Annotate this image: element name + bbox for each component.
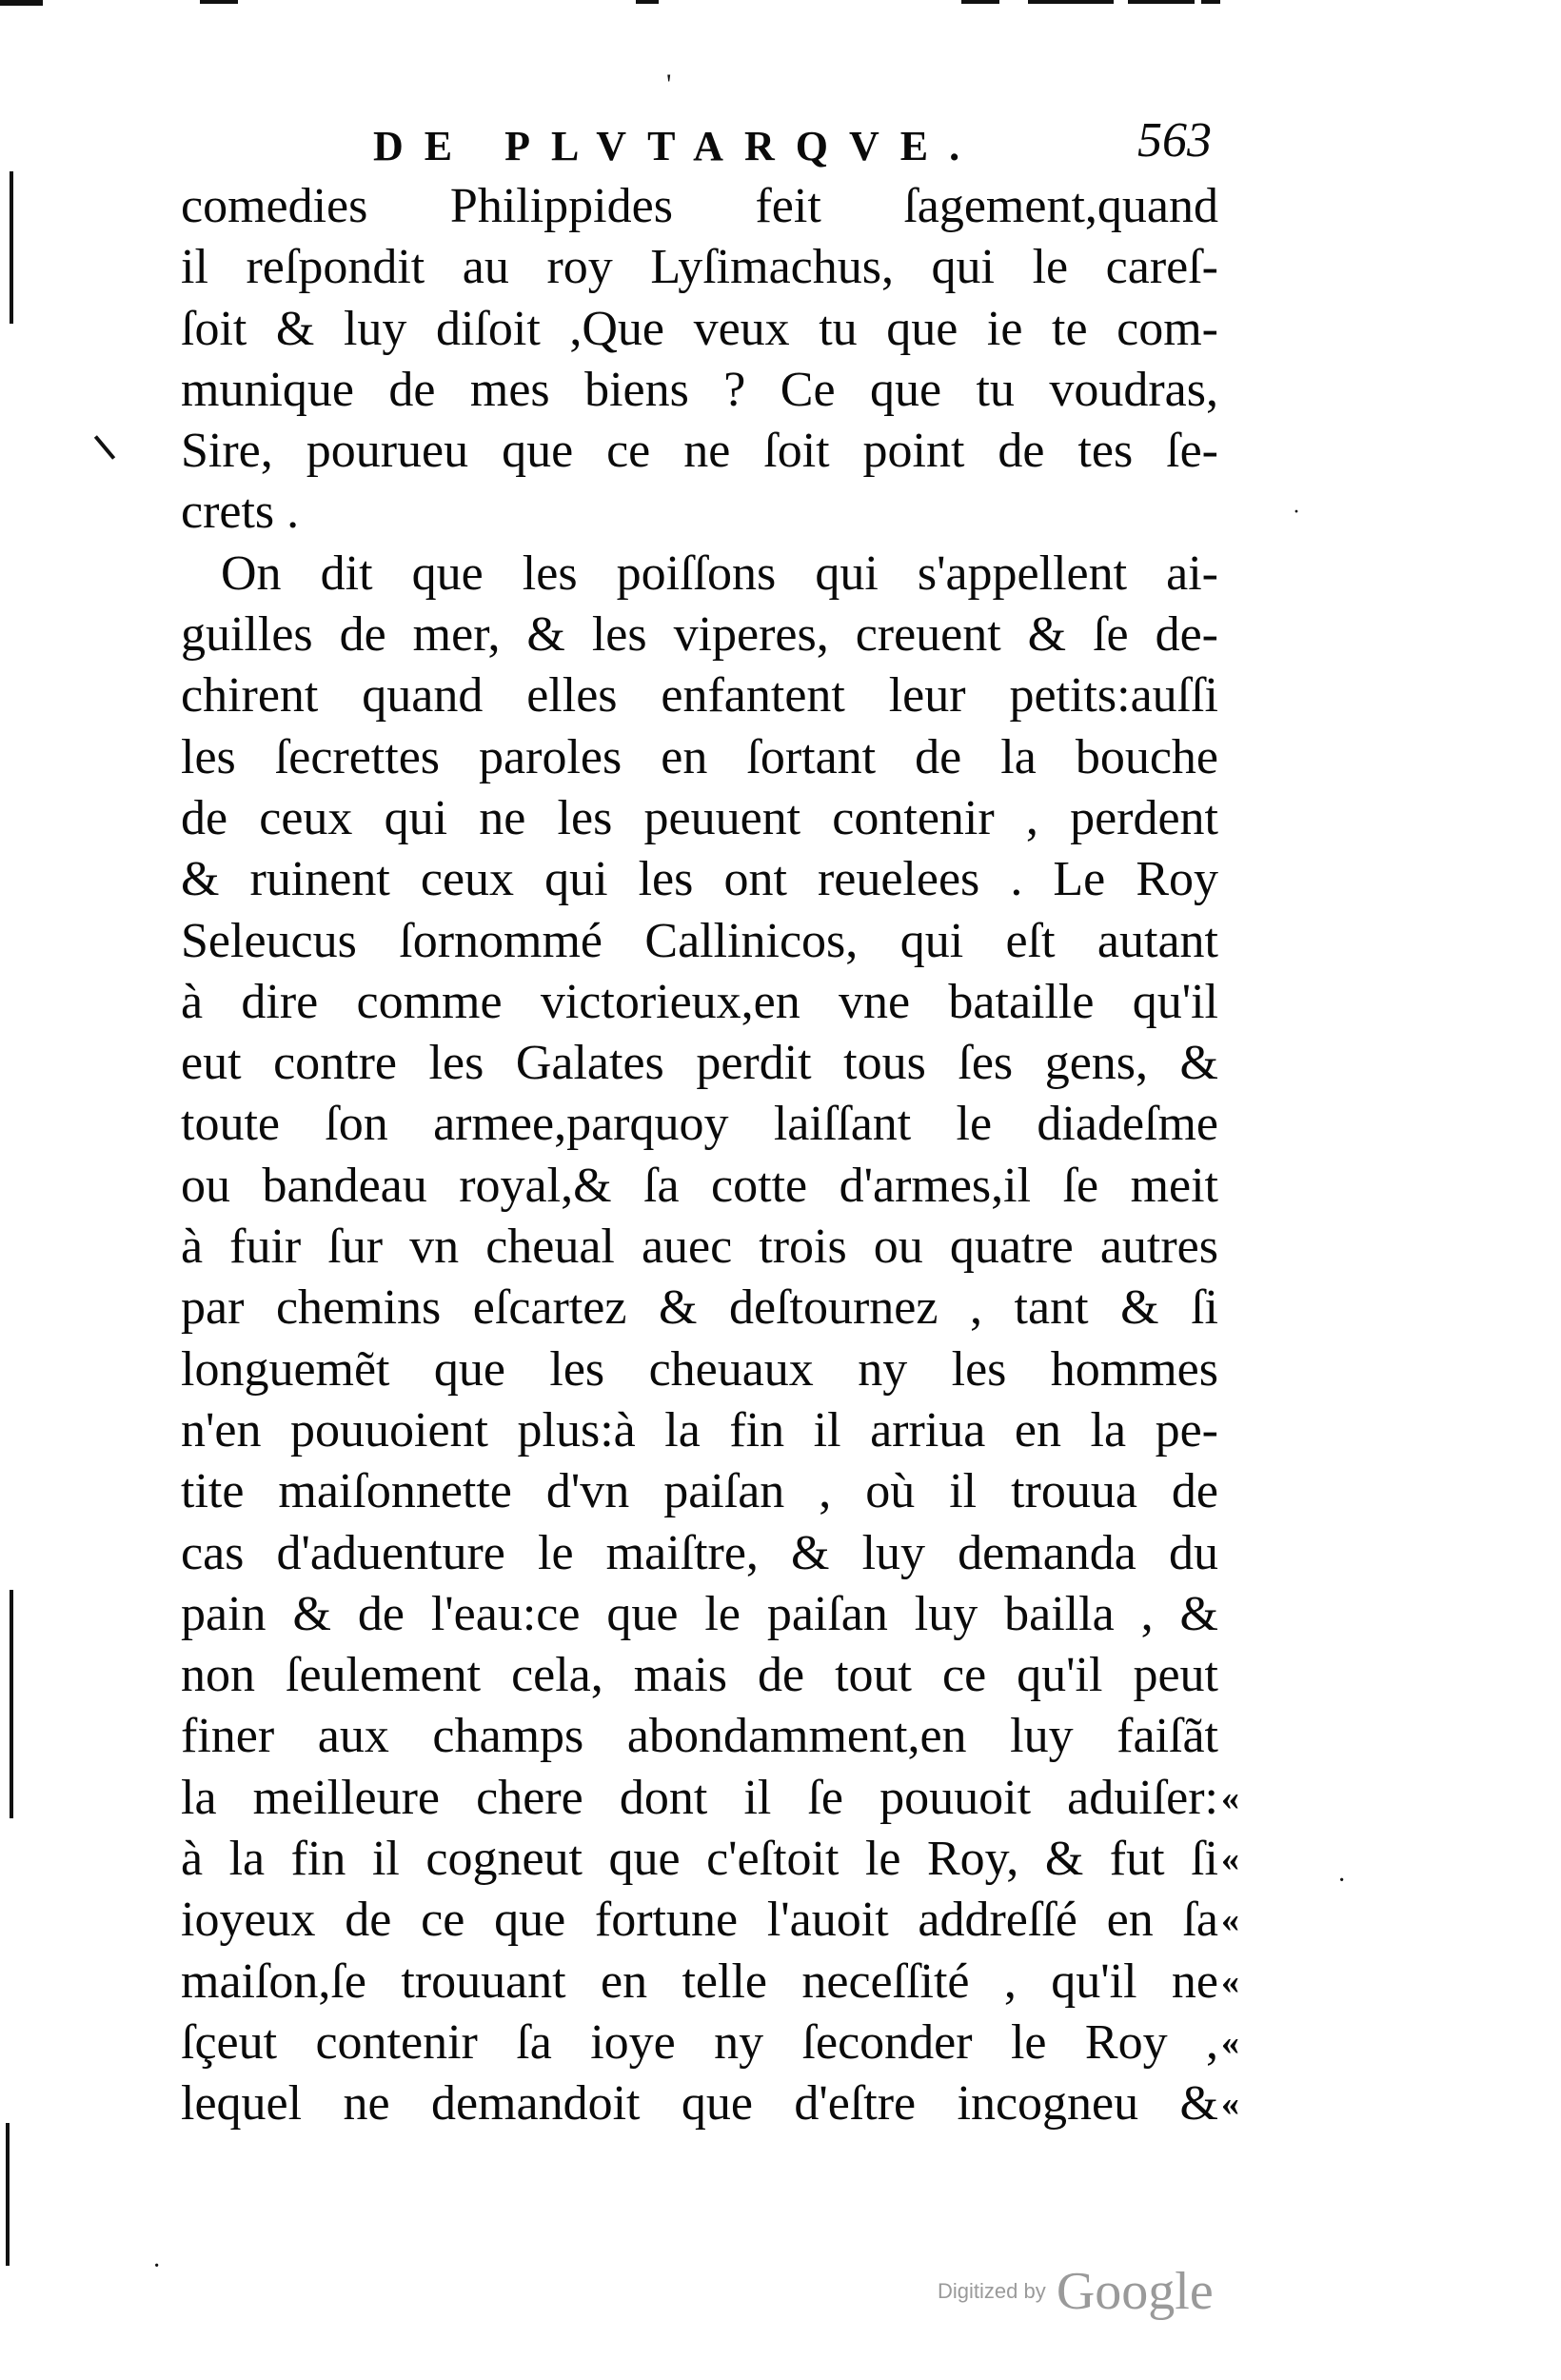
text-line: la meilleure chere dont il ſe pouuoit aduiſer:	[181, 1770, 1218, 1825]
text-line: tite maiſonnette d'vn paiſan , où il trouua de	[181, 1464, 1218, 1519]
scan-speck: ·	[1293, 500, 1300, 525]
margin-spacer	[1221, 1523, 1259, 1584]
text-line: comedies Philippides feit ſagement,quand	[181, 179, 1218, 233]
text-line: eut contre les Galates perdit tous ſes gens, &	[181, 1036, 1218, 1091]
text-line: finer aux champs abondamment,en luy faiſãt	[181, 1709, 1218, 1764]
text-line: longuemẽt que les cheuaux ny les hommes	[181, 1341, 1218, 1397]
margin-spacer	[1221, 360, 1259, 421]
margin-spacer	[1221, 605, 1259, 665]
margin-spacer	[1221, 1339, 1259, 1400]
margin-spacer	[1221, 849, 1259, 910]
text-line: à dire comme victorieux,en vne bataille qu'il	[181, 974, 1218, 1029]
text-line: & ruinent ceux qui les ont reuelees . Le Roy	[181, 852, 1218, 907]
margin-quote-mark: «	[1221, 1961, 1239, 2002]
margin-spacer	[1221, 1706, 1259, 1767]
margin-spacer	[1221, 788, 1259, 849]
margin-spacer	[1221, 1094, 1259, 1155]
margin-spacer	[1221, 1033, 1259, 1094]
margin-quote-mark: «	[1221, 2022, 1239, 2063]
margin-spacer	[1221, 911, 1259, 972]
margin-spacer	[1221, 1645, 1259, 1706]
text-line: lequel ne demandoit que d'eſtre incogneu &	[181, 2076, 1218, 2132]
running-head-title: DE PLVTARQVE.	[373, 123, 981, 169]
scan-artifact-left-edge-3	[6, 2123, 10, 2266]
text-line: il reſpondit au roy Lyſimachus, qui le careſ-	[181, 240, 1218, 295]
margin-spacer	[1221, 972, 1259, 1033]
margin-spacer	[1221, 1461, 1259, 1522]
margin-quote-mark: «	[1221, 1839, 1239, 1880]
margin-spacer	[1221, 421, 1259, 482]
text-line: ſçeut contenir ſa ioye ny ſeconder le Roy ,	[181, 2014, 1218, 2070]
margin-quote-mark: «	[1221, 1900, 1239, 1941]
text-line: chirent quand elles enfantent leur petits:auſſi	[181, 668, 1218, 724]
text-line: n'en pouuoient plus:à la fin il arriua en la pe-	[181, 1402, 1218, 1458]
text-line: ſoit & luy diſoit ,Que veux tu que ie te com-	[181, 301, 1218, 356]
text-line: crets .	[181, 485, 300, 540]
text-line: par chemins eſcartez & deſtournez , tant & ſi	[181, 1280, 1218, 1336]
margin-spacer	[1221, 482, 1259, 543]
scan-artifact-top	[0, 0, 1561, 21]
text-line: On dit que les poiſſons qui s'appellent ai-	[221, 545, 1218, 601]
text-line: non ſeulement cela, mais de tout ce qu'il peut	[181, 1648, 1218, 1703]
text-line: ioyeux de ce que fortune l'auoit addreſſé en ſa	[181, 1893, 1218, 1948]
text-line: guilles de mer, & les viperes, creuent & ſe de-	[181, 607, 1218, 663]
margin-spacer	[1221, 1584, 1259, 1645]
margin-quote-marks	[1221, 176, 1259, 2135]
margin-spacer	[1221, 1217, 1259, 1278]
margin-spacer	[1221, 1156, 1259, 1217]
margin-spacer	[1221, 299, 1259, 360]
scan-speck: ·	[1337, 1866, 1347, 1895]
text-line: ou bandeau royal,& ſa cotte d'armes,il ſe meit	[181, 1158, 1218, 1213]
text-line: à fuir ſur vn cheual auec trois ou quatre autres	[181, 1220, 1218, 1275]
running-head	[0, 112, 1561, 169]
scan-artifact-left-edge-2	[10, 1590, 13, 1818]
margin-spacer	[1221, 176, 1259, 237]
body-text	[181, 176, 1218, 2135]
google-logo: Google	[1056, 2262, 1214, 2321]
margin-spacer	[1221, 237, 1259, 298]
page-number: 563	[1137, 113, 1212, 168]
digitized-by-google-watermark	[938, 2261, 1214, 2322]
text-line: pain & de l'eau:ce que le paiſan luy bailla , &	[181, 1586, 1218, 1641]
text-line: Sire, pourueu que ce ne ſoit point de tes ſe-	[181, 424, 1218, 479]
margin-quote-mark: «	[1221, 1777, 1239, 1818]
text-line: les ſecrettes paroles en ſortant de la bouche	[181, 729, 1218, 784]
margin-spacer	[1221, 665, 1259, 726]
text-line: à la fin il cogneut que c'eſtoit le Roy, & fut ſi	[181, 1832, 1218, 1887]
scan-artifact-left-mark	[94, 435, 115, 460]
margin-spacer	[1221, 1278, 1259, 1339]
margin-quote-mark: «	[1221, 2084, 1239, 2125]
scan-speck: ·	[152, 2251, 162, 2281]
text-line: munique de mes biens ? Ce que tu voudras,	[181, 362, 1218, 417]
text-line: toute ſon armee,parquoy laiſſant le diadeſme	[181, 1097, 1218, 1152]
scan-artifact-left-edge-1	[10, 171, 13, 324]
text-line: maiſon,ſe trouuant en telle neceſſité , qu'il ne	[181, 1954, 1218, 2009]
margin-spacer	[1221, 544, 1259, 605]
text-line: cas d'aduenture le maiſtre, & luy demanda du	[181, 1525, 1218, 1580]
scan-speck: '	[666, 69, 672, 100]
text-line: Seleucus ſornommé Callinicos, qui eſt autant	[181, 913, 1218, 968]
digitized-prefix: Digitized by	[938, 2279, 1046, 2303]
text-line: de ceux qui ne les peuuent contenir , perdent	[181, 790, 1218, 845]
margin-spacer	[1221, 1400, 1259, 1461]
margin-spacer	[1221, 727, 1259, 788]
